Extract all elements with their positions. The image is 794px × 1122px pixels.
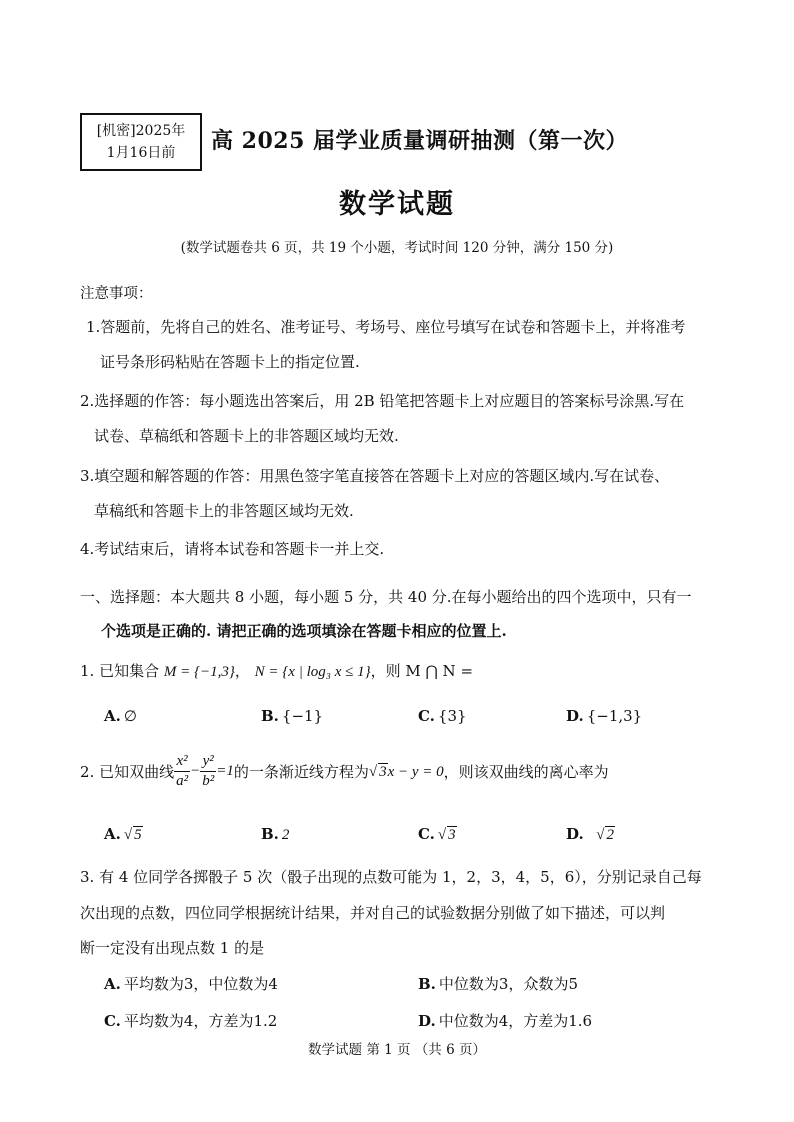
- note-2-line-2: 试卷、草稿纸和答题卡上的非答题区域均无效.: [94, 427, 399, 445]
- question-3-line-3: 断一定没有出现点数 1 的是: [80, 939, 265, 957]
- q2-asymptote: √ 3x − y = 0: [368, 763, 444, 780]
- q2-fraction-y: $\frac{\text{y²}}{\text{b²}}$: [202, 753, 215, 789]
- note-4: 4.考试结束后，请将本试卷和答题卡一并上交.: [80, 540, 385, 558]
- q1-set-m: M = {−1,3}: [163, 664, 235, 680]
- note-1-line-1: 1.答题前，先将自己的姓名、准考证号、考场号、座位号填写在试卷和答题卡上，并将准考: [86, 318, 686, 336]
- section1-line-1: 一、选择题：本大题共 8 小题，每小题 5 分，共 40 分.在每小题给出的四个选项中，只有一: [80, 588, 692, 606]
- paper-info: (数学试题卷共 6 页，共 19 个小题，考试时间 120 分钟，满分 150 分): [180, 240, 614, 256]
- confidential-line-2: 1月16日前: [106, 145, 176, 161]
- question-1-stem: [80, 660, 473, 681]
- section1-line-2: 个选项是正确的. 请把正确的选项填涂在答题卡相应的位置上.: [101, 622, 507, 640]
- q2-option-d: D. √ 2: [566, 825, 614, 843]
- note-3-line-2: 草稿纸和答题卡上的非答题区域均无效.: [94, 502, 354, 520]
- notes-heading: 注意事项：: [80, 286, 153, 302]
- q1-option-d: D. {−1,3}: [566, 707, 643, 725]
- question-3-line-2: 次出现的点数，四位同学根据统计结果，并对自己的试验数据分别做了如下描述，可以判: [80, 904, 666, 922]
- q1-set-n: N = {x | log₃ x ≤ 1}: [254, 664, 371, 680]
- note-2-line-1: 2.选择题的作答：每小题选出答案后，用 2B 铅笔把答题卡上对应题目的答案标号涂黑.写在: [80, 392, 685, 410]
- q2-equals: =1: [216, 763, 234, 779]
- q1-option-c: C. {3}: [418, 707, 467, 725]
- q2-option-b: B. 2: [261, 825, 290, 843]
- q2-mid: 的一条渐近线方程为: [233, 763, 369, 781]
- paper-title: 数学试题: [339, 189, 455, 220]
- question-2-stem: [80, 752, 609, 791]
- q2-option-c: C. √ 3: [418, 825, 456, 843]
- q3-option-a: A. 平均数为3，中位数为4: [104, 975, 278, 993]
- q2-minus: −: [190, 763, 201, 779]
- confidential-stamp-box: [80, 113, 202, 171]
- q3-option-d: D. 中位数为4，方差为1.6: [418, 1012, 593, 1030]
- question-3-line-1: 3. 有 4 位同学各掷骰子 5 次（骰子出现的点数可能为 1，2，3，4，5，6），分别记录自己每: [80, 868, 702, 886]
- q1-option-b: B. {−1}: [261, 707, 324, 725]
- q1-sep: ，: [234, 662, 250, 680]
- exam-title: 高 2025 届学业质量调研抽测（第一次）: [211, 128, 629, 154]
- q2-fraction-x: $\frac{\text{x²}}{\text{a²}}$: [176, 753, 189, 789]
- page-footer: 数学试题 第 1 页 （共 6 页）: [308, 1042, 486, 1058]
- confidential-line-1: [机密]2025年: [96, 123, 186, 139]
- q1-suffix: ，则 M ⋂ N =: [370, 662, 474, 680]
- note-3-line-1: 3.填空题和解答题的作答：用黑色签字笔直接答在答题卡上对应的答题区域内.写在试卷、: [80, 467, 670, 485]
- q2-suffix: ，则该双曲线的离心率为: [443, 763, 609, 781]
- q1-option-a: A. ∅: [104, 707, 137, 725]
- q2-option-a: A. √ 5: [104, 825, 142, 843]
- note-1-line-2: 证号条形码粘贴在答题卡上的指定位置.: [100, 353, 360, 371]
- q2-prefix: 2. 已知双曲线: [80, 763, 175, 781]
- q3-option-c: C. 平均数为4，方差为1.2: [104, 1012, 278, 1030]
- q3-option-b: B. 中位数为3，众数为5: [418, 975, 578, 993]
- q1-prefix: 1. 已知集合: [80, 662, 164, 680]
